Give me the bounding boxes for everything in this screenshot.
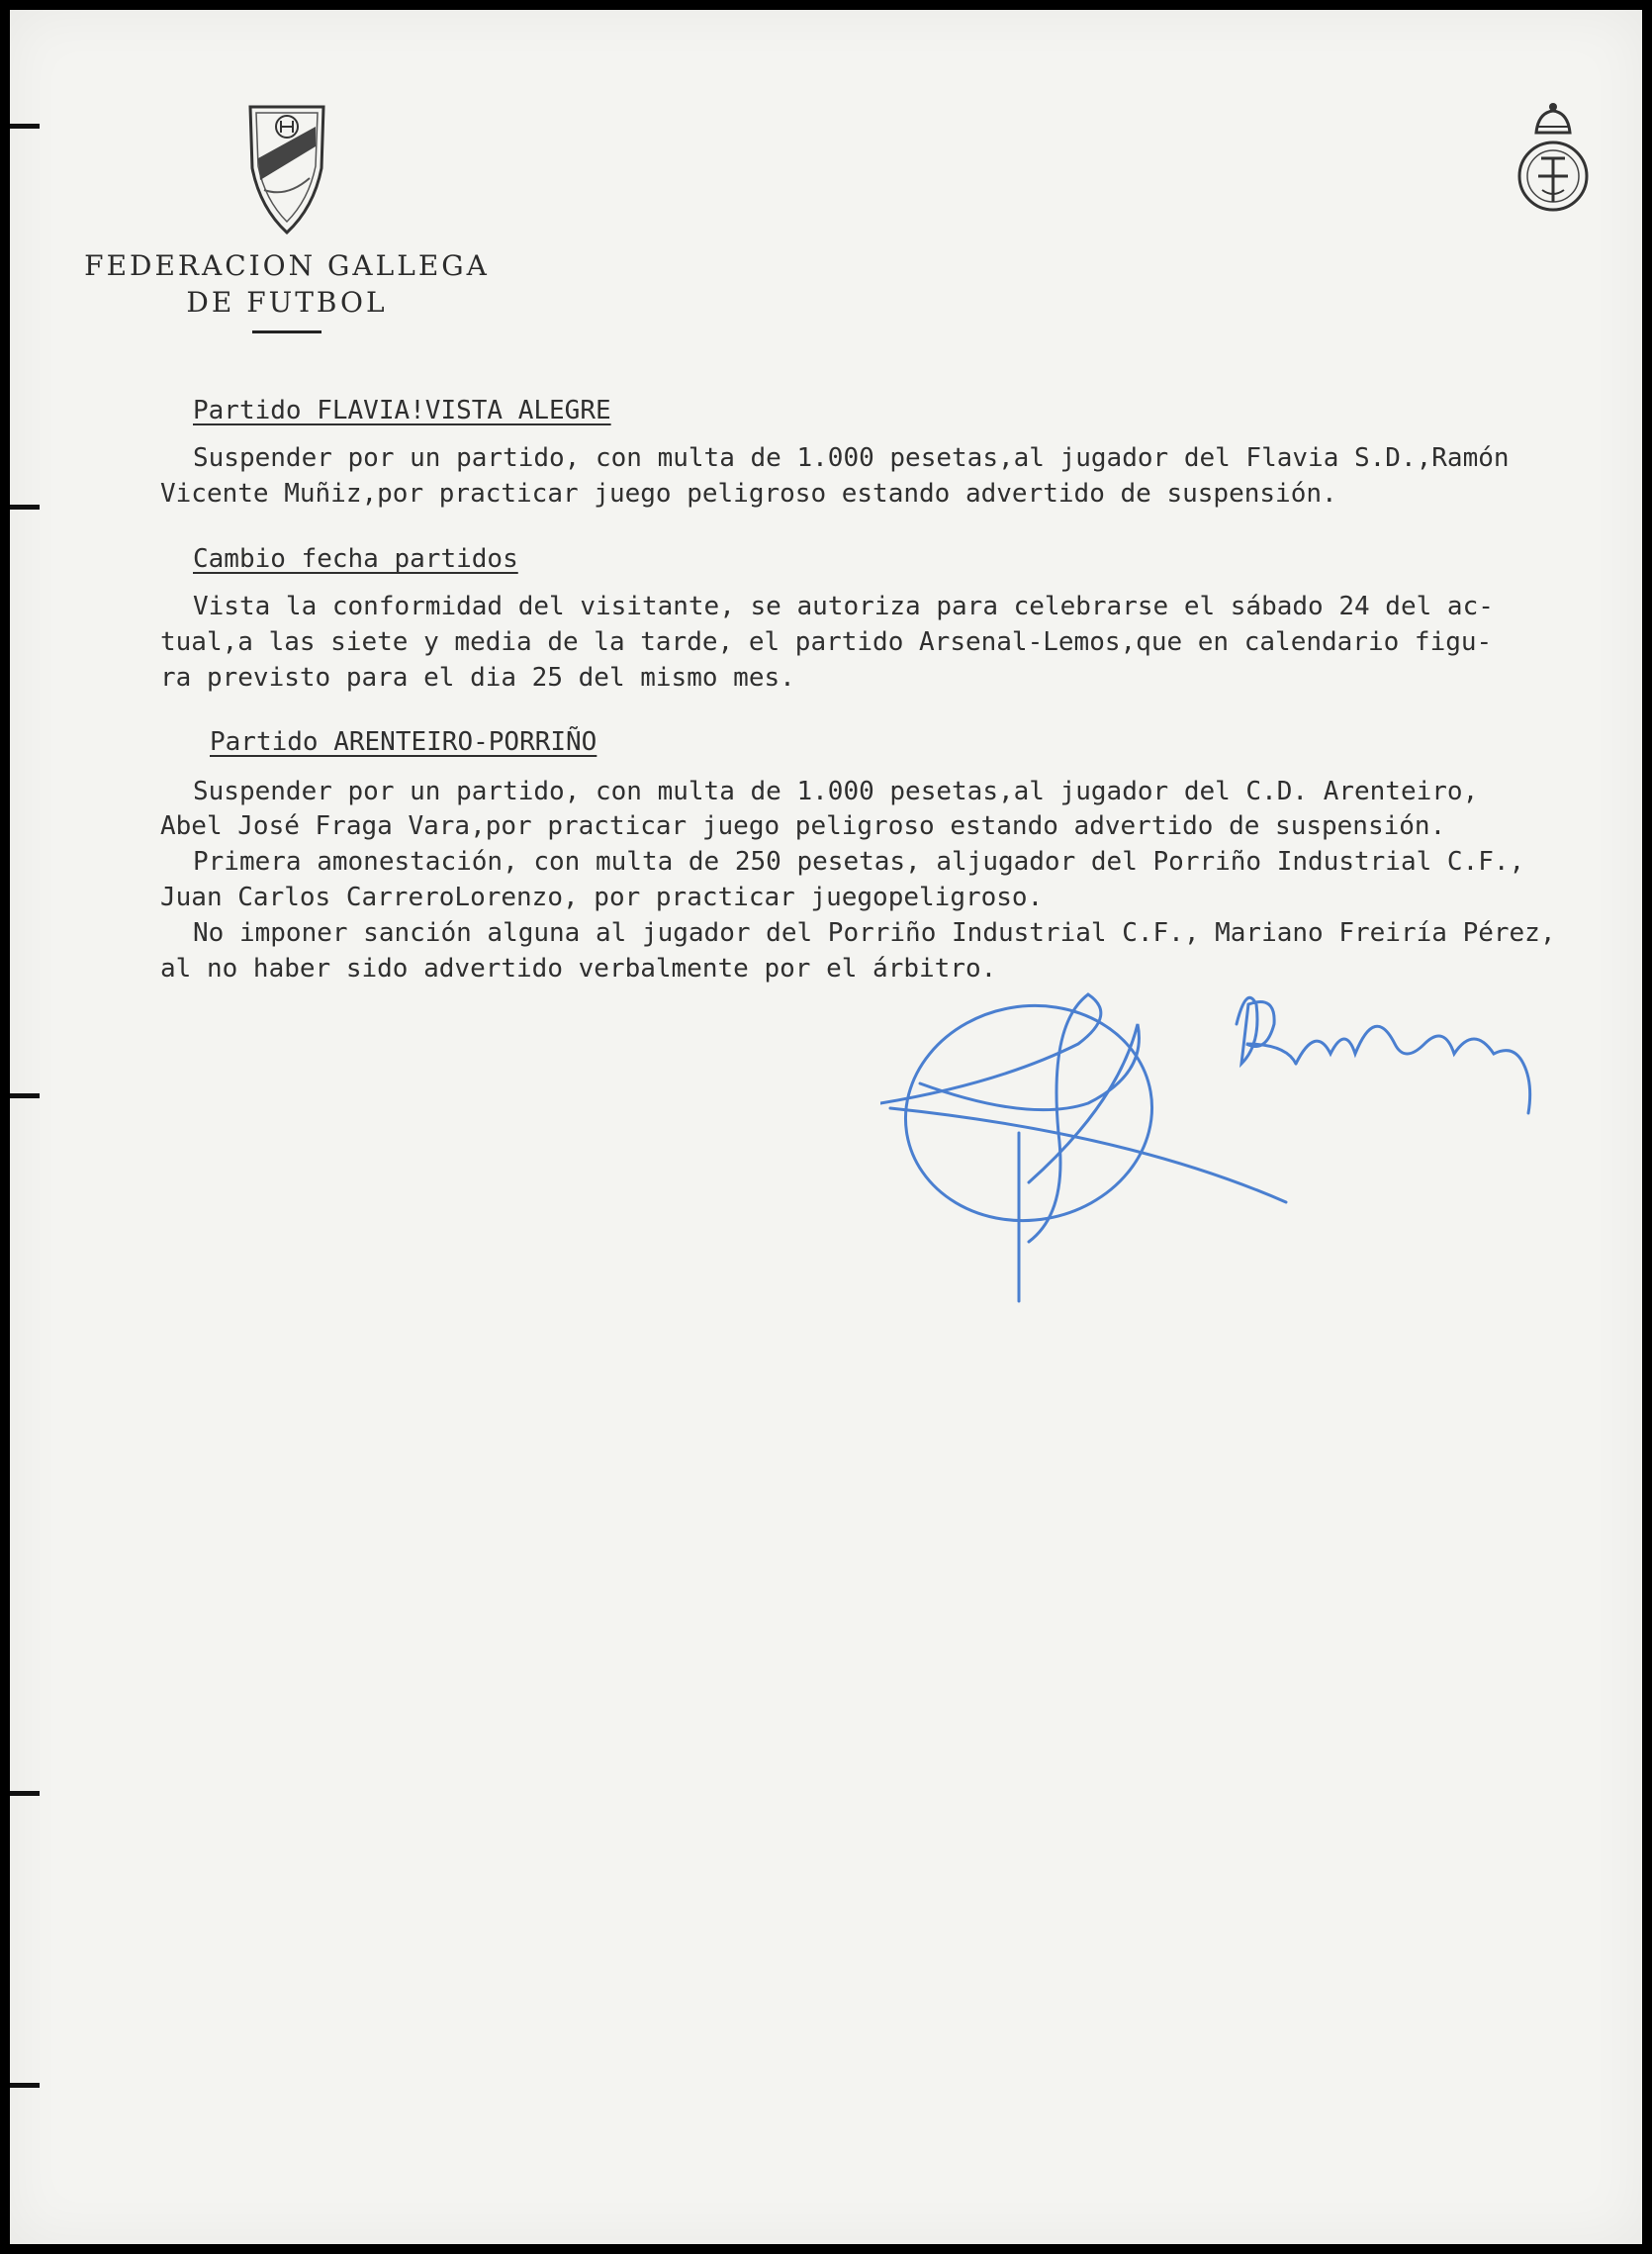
body-line: Suspender por un partido, con multa de 1.000 pesetas,al jugador del C.D. Arenteiro, (193, 777, 1479, 806)
body-line: Vista la conformidad del visitante, se autoriza para celebrarse el sábado 24 del ac- (193, 592, 1494, 621)
body-line: No imponer sanción alguna al jugador del Porriño Industrial C.F., Mariano Freiría Pérez, (193, 918, 1556, 948)
body-line: tual,a las siete y media de la tarde, el partido Arsenal-Lemos,que en calendario figu- (160, 627, 1493, 657)
body-line: Abel José Fraga Vara,por practicar juego peligroso estando advertido de suspensión. (160, 811, 1446, 841)
body-line: Juan Carlos CarreroLorenzo, por practicar juegopeligroso. (160, 883, 1044, 912)
organization-name-subline: DE FUTBOL (186, 286, 388, 319)
body-line: al no haber sido advertido verbalmente por el árbitro. (160, 954, 997, 984)
section-heading: Partido ARENTEIRO-PORRIÑO (210, 727, 597, 757)
section-heading: Cambio fecha partidos (193, 544, 518, 574)
body-line: Suspender por un partido, con multa de 1.000 pesetas,al jugador del Flavia S.D.,Ramón (193, 443, 1510, 473)
body-line: Vicente Muñiz,por practicar juego peligroso estando advertido de suspensión. (160, 479, 1337, 509)
body-line: ra previsto para el dia 25 del mismo mes. (160, 663, 795, 693)
section-heading: Partido FLAVIA!VISTA ALEGRE (193, 396, 611, 425)
organization-name: FEDERACION GALLEGA (84, 249, 490, 282)
body-line: Primera amonestación, con multa de 250 pesetas, aljugador del Porriño Industrial C.F., (193, 847, 1525, 877)
